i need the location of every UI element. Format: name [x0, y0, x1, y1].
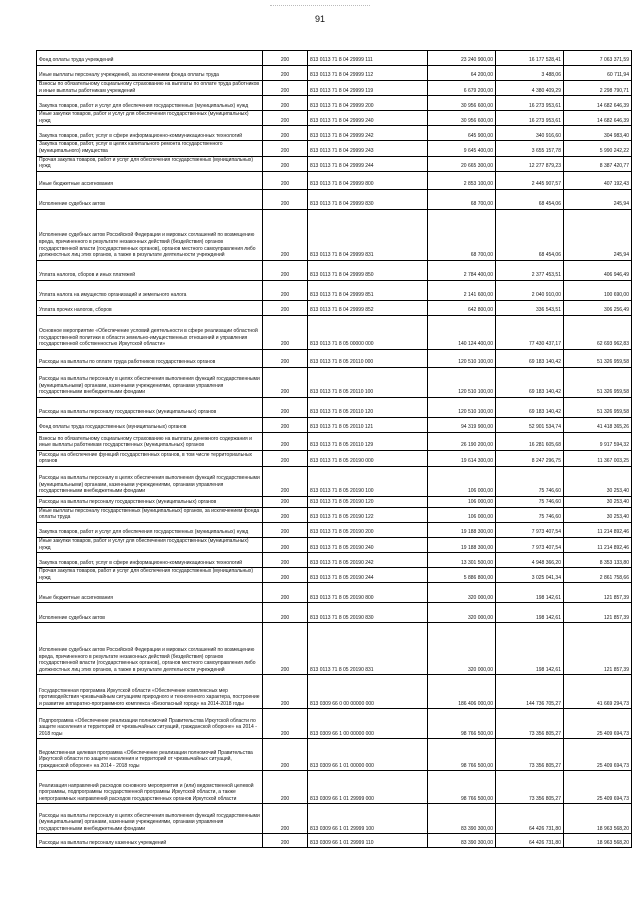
- row-line-code: 200: [263, 260, 308, 280]
- row-name: Взносы по обязательному социальному страхованию на выплаты по оплате труда работников и иные выплаты работникам учреждений: [37, 81, 263, 96]
- table-row: [37, 804, 632, 834]
- row-budget-code: 813 0309 66 0 00 00000 000: [308, 675, 428, 709]
- row-approved: 120 510 100,00: [428, 349, 496, 367]
- row-line-code: 200: [263, 834, 308, 848]
- table-row: [37, 189, 632, 209]
- table-row: [37, 623, 632, 675]
- row-approved: 19 188 300,00: [428, 522, 496, 537]
- row-unexecuted: 41 669 294,73: [564, 675, 632, 709]
- row-approved: 106 000,00: [428, 466, 496, 496]
- row-executed: 4 380 409,29: [496, 81, 564, 96]
- row-approved: 83 390 300,00: [428, 834, 496, 848]
- row-line-code: 200: [263, 417, 308, 432]
- row-name: Прочая закупка товаров, работ и услуг для обеспечения государственных (муниципальных) нужд: [37, 568, 263, 583]
- row-line-code: 200: [263, 771, 308, 804]
- row-name: Подпрограмма «Обеспечение реализации полномочий Правительства Иркутской области по защите населения и территорий от чрезвычайных ситуаций, гражданской обороне» на 2014 - 2018 годы: [37, 709, 263, 739]
- row-unexecuted: 304 983,40: [564, 126, 632, 141]
- table-row: [37, 417, 632, 432]
- row-name: Уплата прочих налогов, сборов: [37, 300, 263, 315]
- row-approved: 642 800,00: [428, 300, 496, 315]
- row-unexecuted: 11 214 892,46: [564, 522, 632, 537]
- row-name: Исполнение судебных актов: [37, 603, 263, 623]
- row-unexecuted: 30 253,40: [564, 507, 632, 522]
- row-name: Закупка товаров, работ и услуг для обеспечения государственных (муниципальных) нужд: [37, 96, 263, 111]
- table-row: [37, 367, 632, 397]
- row-unexecuted: 2 298 790,71: [564, 81, 632, 96]
- row-executed: 198 142,61: [496, 583, 564, 603]
- table-row: [37, 300, 632, 315]
- row-approved: 98 766 500,00: [428, 771, 496, 804]
- row-unexecuted: 306 256,49: [564, 300, 632, 315]
- row-approved: 106 000,00: [428, 496, 496, 507]
- table-row: [37, 450, 632, 466]
- row-name: Взносы по обязательному социальному страхованию на выплаты денежного содержания и иные выплаты работникам государственных (муниципальных) органов: [37, 432, 263, 450]
- row-line-code: 200: [263, 96, 308, 111]
- row-approved: 19 188 300,00: [428, 537, 496, 552]
- row-unexecuted: 406 946,49: [564, 260, 632, 280]
- row-executed: 68 454,06: [496, 189, 564, 209]
- row-unexecuted: 62 693 962,83: [564, 315, 632, 349]
- row-name: Закупка товаров, работ и услуг для обеспечения государственных (муниципальных) нужд: [37, 522, 263, 537]
- row-executed: 73 356 805,27: [496, 771, 564, 804]
- row-executed: 52 901 534,74: [496, 417, 564, 432]
- row-line-code: 200: [263, 397, 308, 417]
- row-budget-code: 813 0113 71 8 05 20190 120: [308, 496, 428, 507]
- row-name: Иные закупки товаров, работ и услуг для обеспечения государственных (муниципальных) нужд: [37, 111, 263, 126]
- row-line-code: 200: [263, 51, 308, 66]
- row-name: Закупка товаров, работ, услуг в сфере информационно-коммуникационных технологий: [37, 126, 263, 141]
- page-number: 91: [314, 14, 325, 24]
- row-executed: 198 142,61: [496, 603, 564, 623]
- top-scan-mark: [270, 5, 370, 6]
- row-approved: 6 679 200,00: [428, 81, 496, 96]
- table-row: [37, 675, 632, 709]
- table-row: [37, 260, 632, 280]
- row-line-code: 200: [263, 553, 308, 568]
- row-budget-code: 813 0113 71 8 04 29999 243: [308, 141, 428, 156]
- row-name: Исполнение судебных актов: [37, 189, 263, 209]
- row-line-code: 200: [263, 466, 308, 496]
- row-approved: 320 000,00: [428, 583, 496, 603]
- row-name: Расходы на выплаты персоналу государственных (муниципальных) органов: [37, 397, 263, 417]
- row-unexecuted: 7 063 371,59: [564, 51, 632, 66]
- row-budget-code: 813 0113 71 8 05 20190 100: [308, 466, 428, 496]
- row-budget-code: 813 0113 71 8 04 29999 240: [308, 111, 428, 126]
- table-row: [37, 771, 632, 804]
- row-line-code: 200: [263, 300, 308, 315]
- row-line-code: 200: [263, 496, 308, 507]
- row-line-code: 200: [263, 522, 308, 537]
- row-line-code: 200: [263, 81, 308, 96]
- row-approved: 64 200,00: [428, 66, 496, 81]
- row-budget-code: 813 0113 71 8 04 29999 800: [308, 171, 428, 189]
- row-unexecuted: 51 326 959,58: [564, 367, 632, 397]
- row-executed: 16 273 953,61: [496, 111, 564, 126]
- row-line-code: 200: [263, 349, 308, 367]
- row-name: Расходы на выплаты персоналу в целях обеспечения выполнения функций государственными (муниципальными) органами, казенными учреждениями, органами управления государственными внебюджетными фондами: [37, 804, 263, 834]
- row-budget-code: 813 0309 66 1 01 00000 000: [308, 739, 428, 771]
- row-executed: 336 543,51: [496, 300, 564, 315]
- row-approved: 2 853 100,00: [428, 171, 496, 189]
- table-row: [37, 96, 632, 111]
- row-budget-code: 813 0113 71 8 05 20110 100: [308, 367, 428, 397]
- row-line-code: 200: [263, 507, 308, 522]
- row-name: Государственная программа Иркутской области «Обеспечение комплексных мер противодействия чрезвычайным ситуациям природного и техногенного характера, построение и развитие аппаратно-программного комплекса «Безопасный город» на 2014-2018 годы: [37, 675, 263, 709]
- row-unexecuted: 25 409 694,73: [564, 739, 632, 771]
- row-name: Закупка товаров, работ, услуг в целях капитального ремонта государственного (муниципального) имущества: [37, 141, 263, 156]
- table-row: [37, 432, 632, 450]
- row-budget-code: 813 0113 71 8 05 20190 200: [308, 522, 428, 537]
- row-name: Иные бюджетные ассигнования: [37, 171, 263, 189]
- row-executed: 340 916,60: [496, 126, 564, 141]
- row-approved: 20 665 300,00: [428, 156, 496, 171]
- row-executed: 73 356 805,27: [496, 709, 564, 739]
- row-unexecuted: 25 409 694,73: [564, 709, 632, 739]
- row-line-code: 200: [263, 209, 308, 260]
- table-row: [37, 496, 632, 507]
- table-row: [37, 834, 632, 848]
- row-line-code: 200: [263, 156, 308, 171]
- row-line-code: 200: [263, 675, 308, 709]
- budget-execution-table: [36, 50, 632, 848]
- row-approved: 68 700,00: [428, 189, 496, 209]
- row-line-code: 200: [263, 583, 308, 603]
- row-name: Фонд оплаты труда государственных (муниципальных) органов: [37, 417, 263, 432]
- row-line-code: 200: [263, 804, 308, 834]
- row-line-code: 200: [263, 367, 308, 397]
- row-budget-code: 813 0113 71 8 05 20190 830: [308, 603, 428, 623]
- row-line-code: 200: [263, 171, 308, 189]
- row-name: Основное мероприятие «Обеспечение условий деятельности в сфере реализации областной государственной политики в области земельно-имущественных отношений и управления государственной собственностью Иркутской области»: [37, 315, 263, 349]
- row-unexecuted: 30 253,40: [564, 466, 632, 496]
- row-unexecuted: 407 192,43: [564, 171, 632, 189]
- table-row: [37, 171, 632, 189]
- table-row: [37, 66, 632, 81]
- row-approved: 2 141 600,00: [428, 280, 496, 300]
- row-approved: 83 390 300,00: [428, 804, 496, 834]
- table-row: [37, 156, 632, 171]
- row-executed: 3 025 041,34: [496, 568, 564, 583]
- table-row: [37, 583, 632, 603]
- row-approved: 98 766 500,00: [428, 739, 496, 771]
- row-approved: 94 319 900,00: [428, 417, 496, 432]
- table-row: [37, 507, 632, 522]
- row-approved: 106 000,00: [428, 507, 496, 522]
- row-unexecuted: 8 353 133,80: [564, 553, 632, 568]
- row-budget-code: 813 0113 71 8 04 29999 244: [308, 156, 428, 171]
- row-executed: 69 183 140,42: [496, 367, 564, 397]
- row-executed: 73 356 805,27: [496, 739, 564, 771]
- row-name: Прочая закупка товаров, работ и услуг для обеспечения государственных (муниципальных) нужд: [37, 156, 263, 171]
- table-row: [37, 81, 632, 96]
- row-approved: 30 956 600,00: [428, 96, 496, 111]
- row-approved: 13 301 500,00: [428, 553, 496, 568]
- row-budget-code: 813 0113 71 8 05 20190 831: [308, 623, 428, 675]
- row-budget-code: 813 0309 66 1 01 29999 000: [308, 771, 428, 804]
- row-unexecuted: 60 711,94: [564, 66, 632, 81]
- row-budget-code: 813 0309 66 1 01 29999 100: [308, 804, 428, 834]
- row-budget-code: 813 0113 71 8 04 29999 851: [308, 280, 428, 300]
- row-unexecuted: 51 326 959,58: [564, 397, 632, 417]
- table-row: [37, 709, 632, 739]
- row-name: Расходы на обеспечение функций государственных органов, в том числе территориальных органов: [37, 450, 263, 466]
- table-row: [37, 280, 632, 300]
- row-line-code: 200: [263, 141, 308, 156]
- row-budget-code: 813 0113 71 8 05 20190 244: [308, 568, 428, 583]
- row-executed: 75 746,60: [496, 496, 564, 507]
- row-name: Реализация направлений расходов основного мероприятия и (или) ведомственной целевой программы, подпрограммы государственной программы Иркутской области, а также непрограммных направлений расходов государственных органов Иркутской области: [37, 771, 263, 804]
- row-name: Иные закупки товаров, работ и услуг для обеспечения государственных (муниципальных) нужд: [37, 537, 263, 552]
- table-row: [37, 315, 632, 349]
- row-name: Уплата налога на имущество организаций и земельного налога: [37, 280, 263, 300]
- table-body: [37, 51, 632, 848]
- row-unexecuted: 9 917 594,32: [564, 432, 632, 450]
- row-budget-code: 813 0113 71 8 04 29999 850: [308, 260, 428, 280]
- row-budget-code: 813 0113 71 8 05 20110 120: [308, 397, 428, 417]
- row-line-code: 200: [263, 568, 308, 583]
- row-unexecuted: 11 214 892,46: [564, 537, 632, 552]
- row-budget-code: 813 0113 71 8 05 20110 000: [308, 349, 428, 367]
- row-executed: 77 430 437,17: [496, 315, 564, 349]
- row-line-code: 200: [263, 432, 308, 450]
- row-name: Расходы на выплаты персоналу казенных учреждений: [37, 834, 263, 848]
- row-approved: 120 510 100,00: [428, 397, 496, 417]
- row-executed: 12 277 879,23: [496, 156, 564, 171]
- row-unexecuted: 245,94: [564, 209, 632, 260]
- row-executed: 4 948 366,20: [496, 553, 564, 568]
- table-row: [37, 111, 632, 126]
- table-row: [37, 51, 632, 66]
- row-approved: 26 190 200,00: [428, 432, 496, 450]
- row-executed: 2 445 907,57: [496, 171, 564, 189]
- row-line-code: 200: [263, 709, 308, 739]
- row-unexecuted: 51 326 959,58: [564, 349, 632, 367]
- row-budget-code: 813 0113 71 8 04 29999 242: [308, 126, 428, 141]
- row-budget-code: 813 0113 71 8 05 20110 121: [308, 417, 428, 432]
- row-line-code: 200: [263, 315, 308, 349]
- row-unexecuted: 14 682 646,39: [564, 96, 632, 111]
- row-approved: 645 900,00: [428, 126, 496, 141]
- row-executed: 16 281 605,68: [496, 432, 564, 450]
- row-budget-code: 813 0309 66 1 00 00000 000: [308, 709, 428, 739]
- table-row: [37, 537, 632, 552]
- table-row: [37, 141, 632, 156]
- row-executed: 64 426 731,80: [496, 804, 564, 834]
- row-executed: 3 655 157,78: [496, 141, 564, 156]
- row-executed: 7 973 407,54: [496, 522, 564, 537]
- row-approved: 320 000,00: [428, 623, 496, 675]
- row-budget-code: 813 0113 71 8 05 20190 122: [308, 507, 428, 522]
- row-executed: 16 273 953,61: [496, 96, 564, 111]
- row-line-code: 200: [263, 189, 308, 209]
- row-name: Исполнение судебных актов Российской Федерации и мировых соглашений по возмещению вреда, причиненного в результате незаконных действий (бездействия) органов государственной власти (государственных органов), органов местного самоуправления либо должностных лиц этих органов, а также в результате деятельности учреждений: [37, 209, 263, 260]
- row-budget-code: 813 0113 71 8 05 20190 000: [308, 450, 428, 466]
- row-line-code: 200: [263, 739, 308, 771]
- row-budget-code: 813 0309 66 1 01 29999 110: [308, 834, 428, 848]
- row-name: Иные бюджетные ассигнования: [37, 583, 263, 603]
- row-executed: 7 973 407,54: [496, 537, 564, 552]
- row-budget-code: 813 0113 71 8 05 20190 800: [308, 583, 428, 603]
- row-name: Фонд оплаты труда учреждений: [37, 51, 263, 66]
- table-row: [37, 739, 632, 771]
- row-unexecuted: 11 367 003,25: [564, 450, 632, 466]
- row-name: Иные выплаты персоналу учреждений, за исключением фонда оплаты труда: [37, 66, 263, 81]
- row-approved: 23 240 900,00: [428, 51, 496, 66]
- row-approved: 9 645 400,00: [428, 141, 496, 156]
- row-executed: 8 247 296,75: [496, 450, 564, 466]
- row-executed: 198 142,61: [496, 623, 564, 675]
- row-budget-code: 813 0113 71 8 04 29999 200: [308, 96, 428, 111]
- table-row: [37, 397, 632, 417]
- row-approved: 2 784 400,00: [428, 260, 496, 280]
- row-unexecuted: 25 409 694,73: [564, 771, 632, 804]
- table-row: [37, 553, 632, 568]
- row-approved: 186 406 000,00: [428, 675, 496, 709]
- row-executed: 144 736 705,27: [496, 675, 564, 709]
- row-budget-code: 813 0113 71 8 04 29999 111: [308, 51, 428, 66]
- row-executed: 69 183 140,42: [496, 349, 564, 367]
- row-executed: 64 426 731,80: [496, 834, 564, 848]
- row-executed: 75 746,60: [496, 507, 564, 522]
- row-budget-code: 813 0113 71 8 05 00000 000: [308, 315, 428, 349]
- row-name: Исполнение судебных актов Российской Федерации и мировых соглашений по возмещению вреда, причиненного в результате незаконных действий (бездействия) органов государственной власти (государственных органов), органов местного самоуправления либо должностных лиц этих органов, а также в результате деятельности учреждений: [37, 623, 263, 675]
- row-executed: 69 183 140,42: [496, 397, 564, 417]
- row-approved: 320 000,00: [428, 603, 496, 623]
- row-unexecuted: 14 682 646,39: [564, 111, 632, 126]
- row-executed: 2 040 910,00: [496, 280, 564, 300]
- row-approved: 5 886 800,00: [428, 568, 496, 583]
- row-budget-code: 813 0113 71 8 04 29999 852: [308, 300, 428, 315]
- row-line-code: 200: [263, 111, 308, 126]
- row-unexecuted: 41 418 365,26: [564, 417, 632, 432]
- row-line-code: 200: [263, 623, 308, 675]
- row-name: Иные выплаты персоналу государственных (муниципальных) органов, за исключением фонда оплаты труда: [37, 507, 263, 522]
- row-name: Закупка товаров, работ, услуг в сфере информационно-коммуникационных технологий: [37, 553, 263, 568]
- row-unexecuted: 2 861 758,66: [564, 568, 632, 583]
- row-budget-code: 813 0113 71 8 05 20190 240: [308, 537, 428, 552]
- row-unexecuted: 245,94: [564, 189, 632, 209]
- table-row: [37, 466, 632, 496]
- row-budget-code: 813 0113 71 8 04 29999 831: [308, 209, 428, 260]
- row-budget-code: 813 0113 71 8 05 20110 129: [308, 432, 428, 450]
- row-executed: 2 377 453,51: [496, 260, 564, 280]
- row-name: Расходы на выплаты персоналу государственных (муниципальных) органов: [37, 496, 263, 507]
- row-line-code: 200: [263, 280, 308, 300]
- row-executed: 75 746,60: [496, 466, 564, 496]
- row-approved: 30 956 600,00: [428, 111, 496, 126]
- row-executed: 3 488,06: [496, 66, 564, 81]
- row-unexecuted: 100 690,00: [564, 280, 632, 300]
- row-unexecuted: 121 857,39: [564, 623, 632, 675]
- table-row: [37, 126, 632, 141]
- row-approved: 19 614 300,00: [428, 450, 496, 466]
- table-row: [37, 209, 632, 260]
- row-executed: 16 177 528,41: [496, 51, 564, 66]
- row-name: Расходы на выплаты по оплате труда работников государственных органов: [37, 349, 263, 367]
- row-line-code: 200: [263, 537, 308, 552]
- row-name: Расходы на выплаты персоналу в целях обеспечения выполнения функций государственными (муниципальными) органами, казенными учреждениями, органами управления государственными внебюджетными фондами: [37, 367, 263, 397]
- row-unexecuted: 5 990 242,22: [564, 141, 632, 156]
- row-name: Уплата налогов, сборов и иных платежей: [37, 260, 263, 280]
- row-budget-code: 813 0113 71 8 04 29999 830: [308, 189, 428, 209]
- row-line-code: 200: [263, 66, 308, 81]
- row-budget-code: 813 0113 71 8 04 29999 119: [308, 81, 428, 96]
- row-executed: 68 454,06: [496, 209, 564, 260]
- table-row: [37, 603, 632, 623]
- row-name: Ведомственная целевая программа «Обеспечение реализации полномочий Правительства Иркутской области по защите населения и территорий от чрезвычайных ситуаций, гражданской обороне» на 2014 - 2018 годы: [37, 739, 263, 771]
- row-approved: 140 124 400,00: [428, 315, 496, 349]
- row-approved: 120 510 100,00: [428, 367, 496, 397]
- row-unexecuted: 121 857,39: [564, 583, 632, 603]
- row-line-code: 200: [263, 603, 308, 623]
- table-row: [37, 522, 632, 537]
- row-line-code: 200: [263, 126, 308, 141]
- row-unexecuted: 18 963 568,20: [564, 834, 632, 848]
- row-line-code: 200: [263, 450, 308, 466]
- row-budget-code: 813 0113 71 8 05 20190 242: [308, 553, 428, 568]
- row-approved: 98 766 500,00: [428, 709, 496, 739]
- table-row: [37, 349, 632, 367]
- row-unexecuted: 121 857,39: [564, 603, 632, 623]
- row-approved: 68 700,00: [428, 209, 496, 260]
- row-budget-code: 813 0113 71 8 04 29999 112: [308, 66, 428, 81]
- row-name: Расходы на выплаты персоналу в целях обеспечения выполнения функций государственными (муниципальными) органами, казенными учреждениями, органами управления государственными внебюджетными фондами: [37, 466, 263, 496]
- table-row: [37, 568, 632, 583]
- row-unexecuted: 8 387 420,77: [564, 156, 632, 171]
- row-unexecuted: 18 963 568,20: [564, 804, 632, 834]
- row-unexecuted: 30 253,40: [564, 496, 632, 507]
